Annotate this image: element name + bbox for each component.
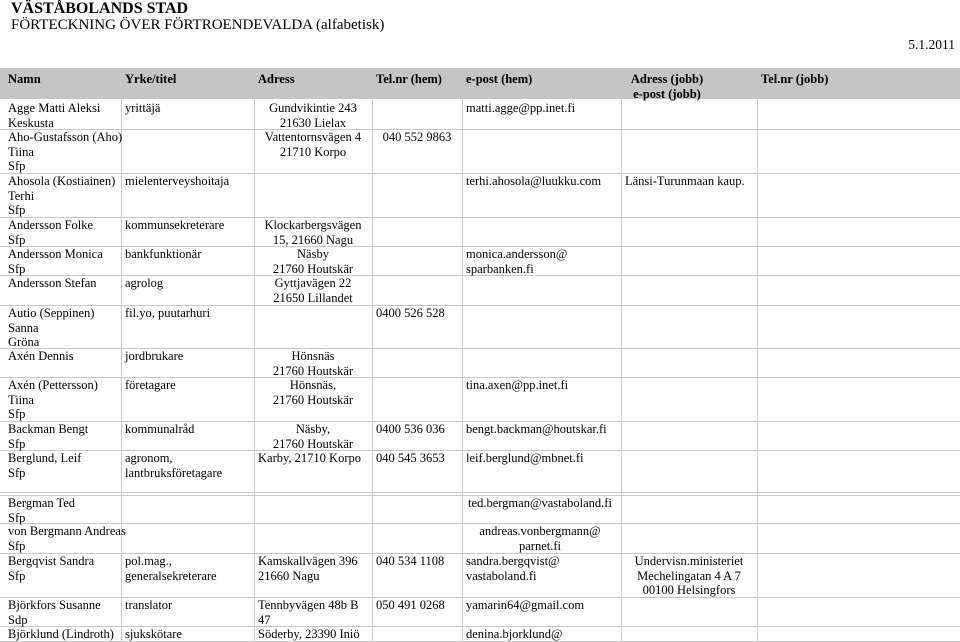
table-row [0, 173, 960, 218]
table-row [0, 348, 960, 378]
cell-namn: Berglund, Leif Sfp [8, 451, 82, 480]
cell-namn: Backman Bengt Sfp [8, 422, 89, 451]
cell-yrke: bankfunktionär [125, 247, 202, 261]
cell-adress: Gundvikintie 243 21630 Lielax [269, 101, 357, 130]
cell-namn: Bergman Ted Sfp [8, 496, 76, 525]
table-row [0, 495, 960, 524]
page-subtitle: FÖRTECKNING ÖVER FÖRTROENDEVALDA (alfabetisk) [11, 17, 385, 33]
cell-epost: sandra.bergqvist@ vastaboland.fi [466, 554, 560, 583]
cell-epost: monica.andersson@ sparbanken.fi [466, 247, 568, 276]
page-title: VÄSTÅBOLANDS STAD [11, 0, 189, 17]
cell-adress: Hönsnäs 21760 Houtskär [272, 349, 354, 378]
cell-epost: bengt.backman@houtskar.fi [466, 422, 607, 436]
header-namn: Namn [8, 72, 41, 86]
header-tel-hem: Tel.nr (hem) [376, 72, 442, 86]
table-row [0, 217, 960, 247]
cell-namn: Andersson Stefan [8, 276, 97, 290]
table-row [0, 597, 960, 627]
table-row [0, 275, 960, 306]
table-row [0, 129, 960, 174]
cell-tel: 0400 526 528 [376, 306, 445, 320]
cell-tel: 050 491 0268 [376, 598, 445, 612]
header-yrke: Yrke/titel [125, 72, 177, 86]
cell-adress: Hönsnäs, 21760 Houtskär [272, 378, 354, 407]
table-row [0, 246, 960, 276]
cell-adress: Klockarbergsvägen 15, 21660 Nagu [264, 218, 362, 247]
cell-epost: andreas.vonbergmann@ parnet.fi [479, 524, 601, 553]
cell-namn: Björkfors Susanne Sdp [8, 598, 101, 627]
table-body [0, 99, 960, 641]
cell-yrke: kommunalråd [125, 422, 195, 436]
table-row [0, 100, 960, 130]
cell-epost: denina.bjorklund@ [466, 627, 563, 641]
cell-namn: Axén Dennis [8, 349, 74, 363]
cell-jobb: Undervisn.ministeriet Mechelingatan 4 A 7 00100 Helsingfors [634, 554, 744, 597]
table-row [0, 523, 960, 554]
header-epost-hem: e-post (hem) [466, 72, 533, 86]
cell-tel: 0400 536 036 [376, 422, 445, 436]
cell-yrke: fil.yo, puutarhuri [125, 306, 211, 320]
cell-epost: yamarin64@gmail.com [466, 598, 585, 612]
table-row [0, 421, 960, 451]
cell-yrke: agrolog [125, 276, 164, 290]
cell-epost: terhi.ahosola@luukku.com [466, 174, 602, 188]
cell-adress: Kamskallvägen 396 21660 Nagu [258, 554, 358, 583]
cell-yrke: pol.mag., generalsekreterare [125, 554, 217, 583]
cell-yrke: företagare [125, 378, 176, 392]
cell-namn: Aho-Gustafsson (Aho) Tiina Sfp [8, 130, 123, 173]
cell-yrke: agronom, lantbruksföretagare [125, 451, 223, 480]
cell-namn: Andersson Folke Sfp [8, 218, 94, 247]
cell-adress: Näsby, 21760 Houtskär [272, 422, 354, 451]
table-row [0, 377, 960, 422]
cell-yrke: kommunsekreterare [125, 218, 225, 232]
cell-tel: 040 545 3653 [376, 451, 445, 465]
table-row [0, 553, 960, 598]
cell-adress: Söderby, 23390 Iniö [258, 627, 360, 641]
cell-namn: Andersson Monica Sfp [8, 247, 103, 276]
header-adress-jobb: Adress (jobb) e-post (jobb) [630, 72, 704, 101]
cell-namn: Ahosola (Kostiainen) Terhi Sfp [8, 174, 116, 217]
table-row [0, 305, 960, 349]
cell-namn: Bergqvist Sandra Sfp [8, 554, 95, 583]
cell-yrke: jordbrukare [125, 349, 184, 363]
cell-namn: Axén (Pettersson) Tiina Sfp [8, 378, 98, 421]
cell-adress: Näsby 21760 Houtskär [272, 247, 354, 276]
cell-adress: Gyttjavägen 22 21650 Lillandet [273, 276, 353, 305]
document-date: 5.1.2011 [908, 37, 955, 52]
cell-yrke: sjukskötare [125, 627, 182, 641]
header-adress: Adress [258, 72, 295, 86]
cell-yrke: translator [125, 598, 173, 612]
cell-adress: Vattentornsvägen 4 21710 Korpo [264, 130, 362, 159]
cell-namn: Agge Matti Aleksi Keskusta [8, 101, 101, 130]
cell-yrke: yrittäjä [125, 101, 161, 115]
cell-epost: matti.agge@pp.inet.fi [466, 101, 576, 115]
cell-tel: 040 552 9863 [382, 130, 452, 144]
cell-namn: Autio (Seppinen) Sanna Gröna [8, 306, 95, 349]
cell-adress: Tennbyvägen 48b B 47 [258, 598, 359, 627]
cell-adress: Karby, 21710 Korpo [258, 451, 361, 465]
cell-epost: leif.berglund@mbnet.fi [466, 451, 584, 465]
cell-jobb: Länsi-Turunmaan kaup. [625, 174, 745, 188]
cell-tel: 040 534 1108 [376, 554, 445, 568]
cell-namn: von Bergmann Andreas Sfp [8, 524, 126, 553]
cell-epost: ted.bergman@vastaboland.fi [468, 496, 612, 510]
cell-epost: tina.axen@pp.inet.fi [466, 378, 569, 392]
cell-namn: Björklund (Lindroth) [8, 627, 114, 641]
table-row [0, 450, 960, 493]
header-tel-jobb: Tel.nr (jobb) [761, 72, 829, 86]
table-row [0, 626, 960, 642]
cell-yrke: mielenterveyshoitaja [125, 174, 230, 188]
